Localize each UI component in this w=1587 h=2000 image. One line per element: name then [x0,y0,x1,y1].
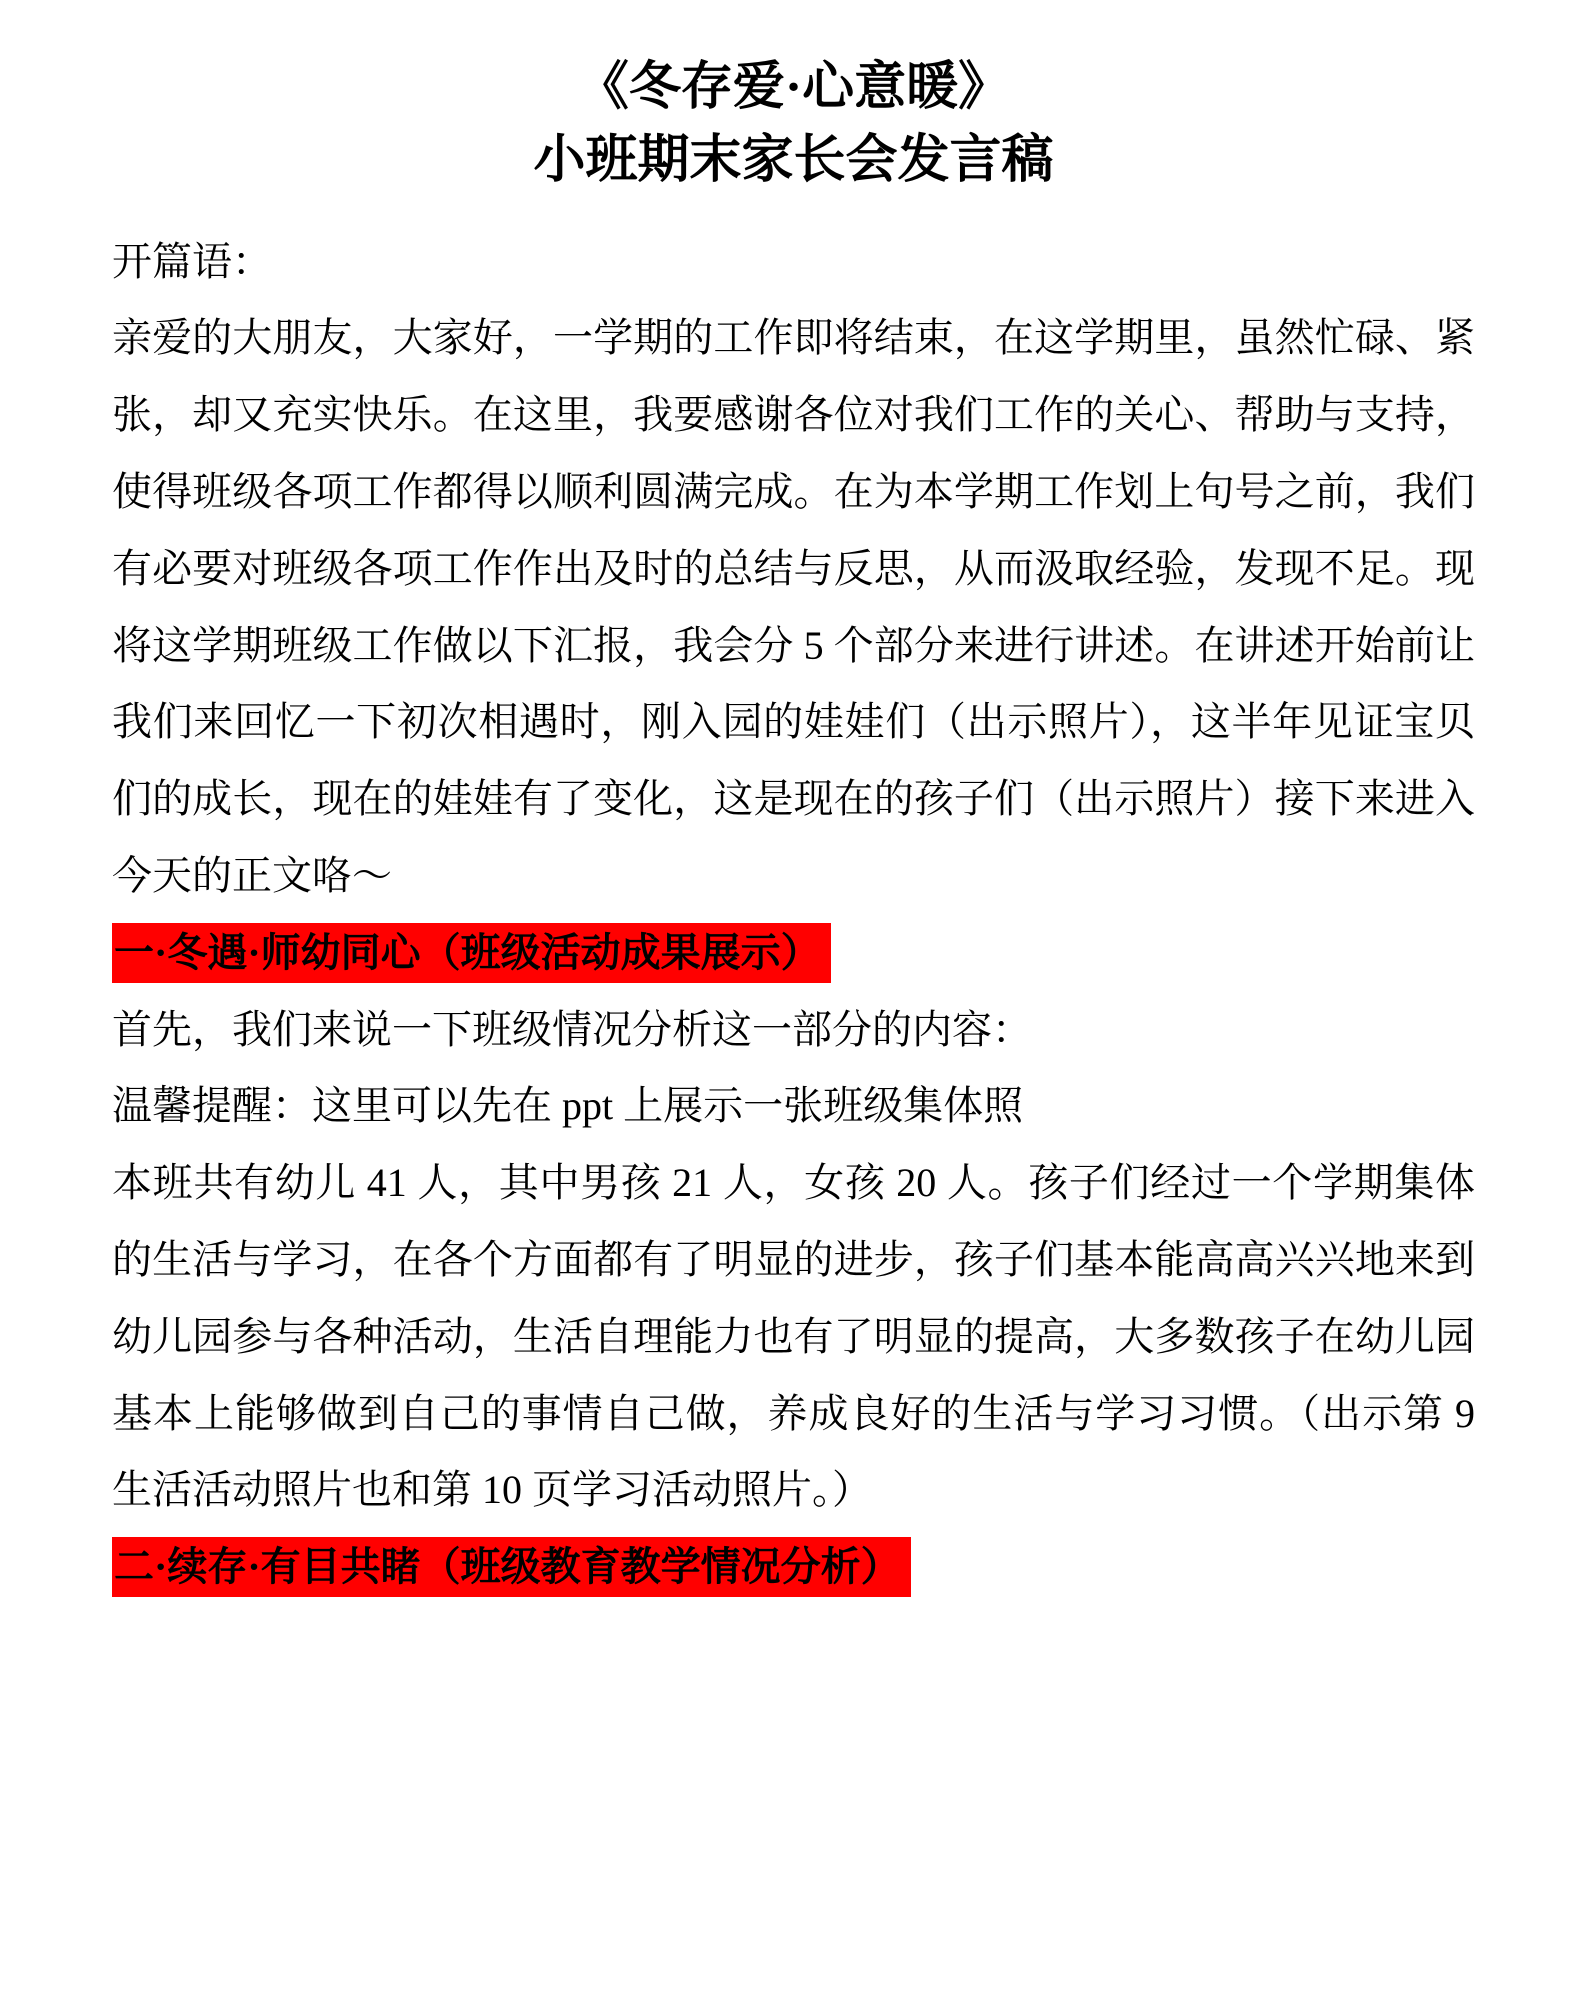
section-heading [112,915,1475,992]
document-title-line2: 小班期末家长会发言稿 [533,131,1054,189]
document-body [112,224,1475,1606]
section-heading-highlight: 一·冬遇·师幼同心（班级活动成果展示） [112,923,831,983]
paragraph: 亲爱的大朋友，大家好，一学期的工作即将结束，在这学期里，虽然忙碌、紧张，却又充实快乐。在这里，我要感谢各位对我们工作的关心、帮助与支持，使得班级各项工作都得以顺利圆满完成。在为本学期工作划上句号之前，我们有必要对班级各项工作作出及时的总结与反思，从而汲取经验，发现不足。现将这学期班级工作做以下汇报，我会分 5 个部分来进行讲述。在讲述开始前让我们来回忆一下初次相遇时，刚入园的娃娃们（出示照片），这半年见证宝贝们的成长，现在的娃娃有了变化，这是现在的孩子们（出示照片）接下来进入今天的正文咯～ [112,315,1475,898]
paragraph: 温馨提醒：这里可以先在 ppt 上展示一张班级集体照 [112,1083,1024,1129]
paragraph: 本班共有幼儿 41 人，其中男孩 21 人，女孩 20 人。孩子们经过一个学期集体的生活与学习，在各个方面都有了明显的进步，孩子们基本能高高兴兴地来到幼儿园参与各种活动，生活自理能力也有了明显的提高，大多数孩子在幼儿园基本上能够做到自己的事情自己做，养成良好的生活与学习习惯。（出示第 9 生活活动照片也和第 10 页学习活动照片。） [112,1160,1475,1513]
paragraph: 首先，我们来说一下班级情况分析这一部分的内容： [112,1006,1032,1052]
section-heading [112,1529,1475,1606]
paragraph: 开篇语： [112,238,272,284]
document-title-line1: 《冬存爱·心意暖》 [576,59,1011,116]
section-heading-highlight: 二·续存·有目共睹（班级教育教学情况分析） [112,1537,911,1597]
